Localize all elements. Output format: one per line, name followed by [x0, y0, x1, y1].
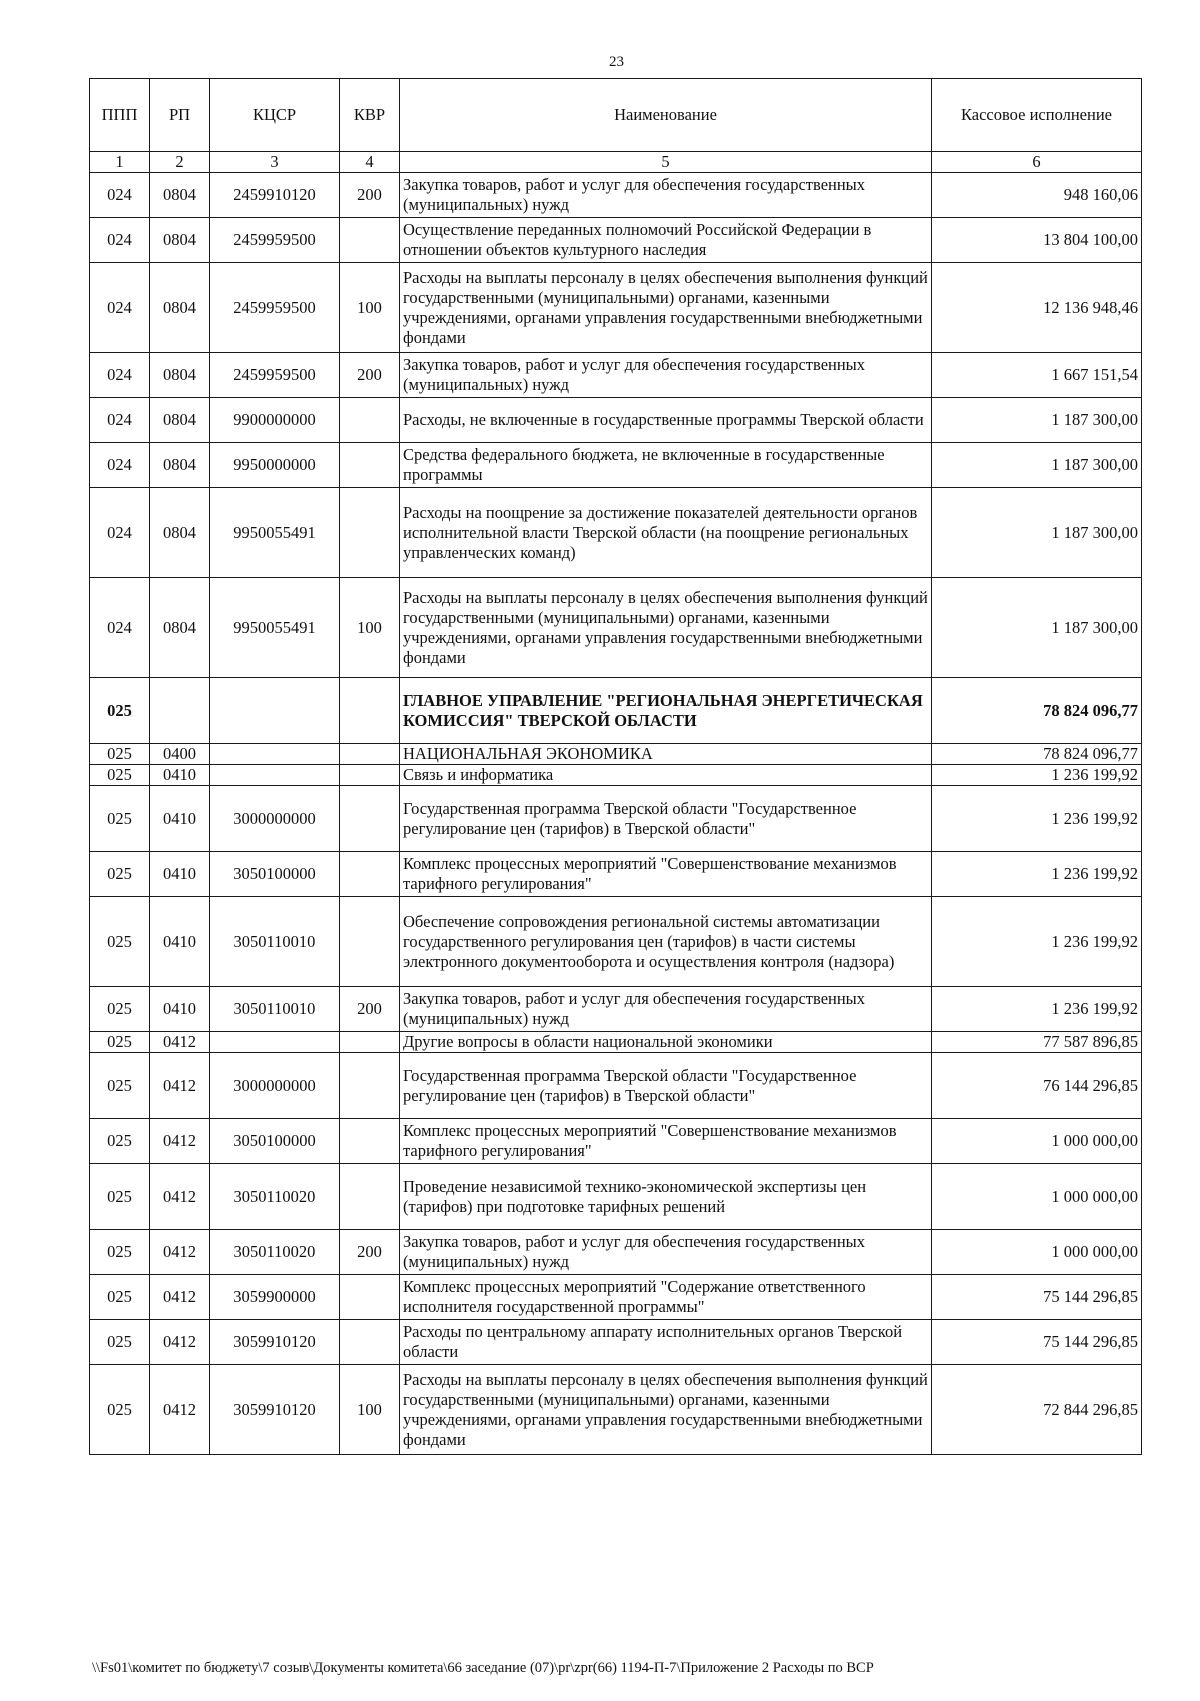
cell-amount: 78 824 096,77: [932, 678, 1142, 744]
cell-kvr: [340, 1320, 400, 1365]
cell-kcsr: 3050110010: [210, 897, 340, 987]
cell-name: НАЦИОНАЛЬНАЯ ЭКОНОМИКА: [400, 744, 932, 765]
cell-amount: 1 187 300,00: [932, 578, 1142, 678]
cell-rp: [150, 678, 210, 744]
cell-rp: 0410: [150, 852, 210, 897]
cell-name: Закупка товаров, работ и услуг для обеспечения государственных (муниципальных) нужд: [400, 987, 932, 1032]
budget-table: [89, 78, 1142, 1455]
cell-kcsr: 9900000000: [210, 398, 340, 443]
cell-ppp: 024: [90, 263, 150, 353]
cell-kvr: [340, 786, 400, 852]
cell-amount: 75 144 296,85: [932, 1275, 1142, 1320]
cell-rp: 0410: [150, 897, 210, 987]
cell-rp: 0804: [150, 263, 210, 353]
cell-ppp: 025: [90, 765, 150, 786]
cell-amount: 1 236 199,92: [932, 897, 1142, 987]
cell-rp: 0804: [150, 488, 210, 578]
cell-ppp: 025: [90, 1164, 150, 1230]
cell-name: Закупка товаров, работ и услуг для обеспечения государственных (муниципальных) нужд: [400, 173, 932, 218]
cell-name: Расходы по центральному аппарату исполнительных органов Тверской области: [400, 1320, 932, 1365]
header-amount: Кассовое исполнение: [932, 79, 1142, 152]
table-row: [90, 578, 1142, 678]
cell-kcsr: 2459910120: [210, 173, 340, 218]
cell-kvr: [340, 678, 400, 744]
cell-rp: 0412: [150, 1164, 210, 1230]
cell-ppp: 025: [90, 1275, 150, 1320]
cell-ppp: 025: [90, 1320, 150, 1365]
cell-rp: 0410: [150, 765, 210, 786]
cell-kcsr: 9950055491: [210, 578, 340, 678]
column-number: 1: [90, 152, 150, 173]
cell-kcsr: 2459959500: [210, 218, 340, 263]
cell-ppp: 025: [90, 1119, 150, 1164]
table-row: [90, 678, 1142, 744]
cell-rp: 0804: [150, 173, 210, 218]
cell-rp: 0412: [150, 1053, 210, 1119]
cell-kcsr: 3050110020: [210, 1164, 340, 1230]
cell-name: Комплекс процессных мероприятий "Совершенствование механизмов тарифного регулирования": [400, 1119, 932, 1164]
cell-rp: 0412: [150, 1320, 210, 1365]
header-rp: РП: [150, 79, 210, 152]
cell-ppp: 024: [90, 398, 150, 443]
cell-amount: 948 160,06: [932, 173, 1142, 218]
header-ppp: ППП: [90, 79, 150, 152]
cell-ppp: 025: [90, 744, 150, 765]
cell-kvr: [340, 852, 400, 897]
cell-rp: 0804: [150, 218, 210, 263]
header-name: Наименование: [400, 79, 932, 152]
cell-kvr: 200: [340, 1230, 400, 1275]
cell-kcsr: [210, 744, 340, 765]
cell-ppp: 024: [90, 173, 150, 218]
table-row: [90, 786, 1142, 852]
table-row: [90, 1320, 1142, 1365]
cell-name: Осуществление переданных полномочий Российской Федерации в отношении объектов культурного наследия: [400, 218, 932, 263]
cell-name: Комплекс процессных мероприятий "Содержание ответственного исполнителя государственной программы": [400, 1275, 932, 1320]
cell-ppp: 025: [90, 1230, 150, 1275]
cell-name: Расходы на поощрение за достижение показателей деятельности органов исполнительной власти Тверской области (на поощрение региональных управленческих команд): [400, 488, 932, 578]
page-number: 23: [609, 54, 624, 70]
cell-name: Другие вопросы в области национальной экономики: [400, 1032, 932, 1053]
cell-ppp: 024: [90, 353, 150, 398]
cell-kcsr: [210, 678, 340, 744]
cell-rp: 0410: [150, 987, 210, 1032]
column-number: 3: [210, 152, 340, 173]
cell-rp: 0410: [150, 786, 210, 852]
cell-kvr: 100: [340, 263, 400, 353]
cell-kcsr: 3000000000: [210, 1053, 340, 1119]
cell-kcsr: 3059910120: [210, 1320, 340, 1365]
cell-ppp: 024: [90, 218, 150, 263]
cell-amount: 76 144 296,85: [932, 1053, 1142, 1119]
cell-name: Обеспечение сопровождения региональной системы автоматизации государственного регулирования цен (тарифов) в части системы электронного документооборота и осуществления контроля (надзора): [400, 897, 932, 987]
table-row: [90, 1053, 1142, 1119]
cell-kcsr: 9950055491: [210, 488, 340, 578]
table-row: [90, 1230, 1142, 1275]
cell-name: Проведение независимой технико-экономической экспертизы цен (тарифов) при подготовке тарифных решений: [400, 1164, 932, 1230]
cell-ppp: 025: [90, 852, 150, 897]
cell-kvr: 200: [340, 987, 400, 1032]
cell-amount: 1 236 199,92: [932, 786, 1142, 852]
cell-kvr: [340, 744, 400, 765]
table-row: [90, 987, 1142, 1032]
cell-rp: 0412: [150, 1032, 210, 1053]
cell-amount: 1 187 300,00: [932, 443, 1142, 488]
cell-name: Закупка товаров, работ и услуг для обеспечения государственных (муниципальных) нужд: [400, 353, 932, 398]
cell-kcsr: 3000000000: [210, 786, 340, 852]
cell-name: Закупка товаров, работ и услуг для обеспечения государственных (муниципальных) нужд: [400, 1230, 932, 1275]
cell-rp: 0412: [150, 1365, 210, 1455]
cell-amount: 1 000 000,00: [932, 1119, 1142, 1164]
cell-kcsr: 3050100000: [210, 1119, 340, 1164]
table-row: [90, 765, 1142, 786]
column-number-row: [90, 152, 1142, 173]
cell-amount: 1 187 300,00: [932, 488, 1142, 578]
cell-amount: 1 000 000,00: [932, 1164, 1142, 1230]
table-body: [90, 152, 1142, 1455]
header-kvr: КВР: [340, 79, 400, 152]
cell-ppp: 025: [90, 786, 150, 852]
cell-kcsr: [210, 765, 340, 786]
cell-kcsr: 2459959500: [210, 353, 340, 398]
cell-kcsr: 9950000000: [210, 443, 340, 488]
cell-amount: 1 000 000,00: [932, 1230, 1142, 1275]
table-row: [90, 443, 1142, 488]
cell-ppp: 025: [90, 897, 150, 987]
cell-name: Связь и информатика: [400, 765, 932, 786]
cell-kcsr: 3050110010: [210, 987, 340, 1032]
cell-name: ГЛАВНОЕ УПРАВЛЕНИЕ "РЕГИОНАЛЬНАЯ ЭНЕРГЕТИЧЕСКАЯ КОМИССИЯ" ТВЕРСКОЙ ОБЛАСТИ: [400, 678, 932, 744]
cell-rp: 0804: [150, 443, 210, 488]
table-row: [90, 1032, 1142, 1053]
table-row: [90, 398, 1142, 443]
table-row: [90, 173, 1142, 218]
column-number: 5: [400, 152, 932, 173]
cell-kvr: 100: [340, 578, 400, 678]
cell-rp: 0804: [150, 578, 210, 678]
cell-kcsr: 3050110020: [210, 1230, 340, 1275]
cell-kcsr: 3059900000: [210, 1275, 340, 1320]
table-row: [90, 1119, 1142, 1164]
cell-kvr: [340, 398, 400, 443]
cell-amount: 77 587 896,85: [932, 1032, 1142, 1053]
cell-amount: 12 136 948,46: [932, 263, 1142, 353]
cell-amount: 72 844 296,85: [932, 1365, 1142, 1455]
cell-amount: 13 804 100,00: [932, 218, 1142, 263]
cell-kcsr: 3059910120: [210, 1365, 340, 1455]
cell-ppp: 025: [90, 678, 150, 744]
table-row: [90, 744, 1142, 765]
table-row: [90, 1365, 1142, 1455]
cell-amount: 75 144 296,85: [932, 1320, 1142, 1365]
cell-rp: 0412: [150, 1119, 210, 1164]
cell-kvr: [340, 218, 400, 263]
header-kcsr: КЦСР: [210, 79, 340, 152]
cell-ppp: 025: [90, 1032, 150, 1053]
cell-amount: 1 187 300,00: [932, 398, 1142, 443]
table-row: [90, 852, 1142, 897]
cell-ppp: 024: [90, 443, 150, 488]
cell-kvr: 100: [340, 1365, 400, 1455]
cell-name: Государственная программа Тверской области "Государственное регулирование цен (тарифов) в Тверской области": [400, 786, 932, 852]
cell-amount: 1 236 199,92: [932, 765, 1142, 786]
cell-ppp: 024: [90, 578, 150, 678]
cell-rp: 0412: [150, 1275, 210, 1320]
cell-name: Расходы, не включенные в государственные программы Тверской области: [400, 398, 932, 443]
cell-kvr: 200: [340, 353, 400, 398]
column-number: 6: [932, 152, 1142, 173]
cell-amount: 78 824 096,77: [932, 744, 1142, 765]
cell-name: Расходы на выплаты персоналу в целях обеспечения выполнения функций государственными (муниципальными) органами, казенными учреждениями, органами управления государственными внебюджетными фондами: [400, 1365, 932, 1455]
cell-kvr: [340, 443, 400, 488]
cell-name: Государственная программа Тверской области "Государственное регулирование цен (тарифов) в Тверской области": [400, 1053, 932, 1119]
cell-ppp: 024: [90, 488, 150, 578]
table-row: [90, 1164, 1142, 1230]
cell-kcsr: 2459959500: [210, 263, 340, 353]
table-row: [90, 897, 1142, 987]
table-row: [90, 218, 1142, 263]
table-row: [90, 353, 1142, 398]
cell-name: Комплекс процессных мероприятий "Совершенствование механизмов тарифного регулирования": [400, 852, 932, 897]
cell-kcsr: 3050100000: [210, 852, 340, 897]
table-row: [90, 1275, 1142, 1320]
table-row: [90, 263, 1142, 353]
header-row: [90, 79, 1142, 152]
file-path-footer: \\Fs01\комитет по бюджету\7 созыв\Документы комитета\66 заседание (07)\pr\zpr(66) 1194-П-7\Приложение 2 Расходы по ВСР: [92, 1660, 874, 1676]
cell-amount: 1 236 199,92: [932, 987, 1142, 1032]
cell-ppp: 025: [90, 1365, 150, 1455]
cell-rp: 0400: [150, 744, 210, 765]
column-number: 4: [340, 152, 400, 173]
cell-kvr: [340, 1032, 400, 1053]
cell-name: Расходы на выплаты персоналу в целях обеспечения выполнения функций государственными (муниципальными) органами, казенными учреждениями, органами управления государственными внебюджетными фондами: [400, 578, 932, 678]
cell-kcsr: [210, 1032, 340, 1053]
cell-kvr: [340, 765, 400, 786]
cell-kvr: 200: [340, 173, 400, 218]
cell-kvr: [340, 1053, 400, 1119]
cell-rp: 0412: [150, 1230, 210, 1275]
cell-name: Расходы на выплаты персоналу в целях обеспечения выполнения функций государственными (муниципальными) органами, казенными учреждениями, органами управления государственными внебюджетными фондами: [400, 263, 932, 353]
cell-name: Средства федерального бюджета, не включенные в государственные программы: [400, 443, 932, 488]
cell-ppp: 025: [90, 987, 150, 1032]
cell-kvr: [340, 1119, 400, 1164]
cell-kvr: [340, 1164, 400, 1230]
cell-kvr: [340, 897, 400, 987]
cell-ppp: 025: [90, 1053, 150, 1119]
cell-rp: 0804: [150, 398, 210, 443]
cell-kvr: [340, 488, 400, 578]
cell-amount: 1 236 199,92: [932, 852, 1142, 897]
cell-amount: 1 667 151,54: [932, 353, 1142, 398]
table-row: [90, 488, 1142, 578]
cell-kvr: [340, 1275, 400, 1320]
column-number: 2: [150, 152, 210, 173]
cell-rp: 0804: [150, 353, 210, 398]
